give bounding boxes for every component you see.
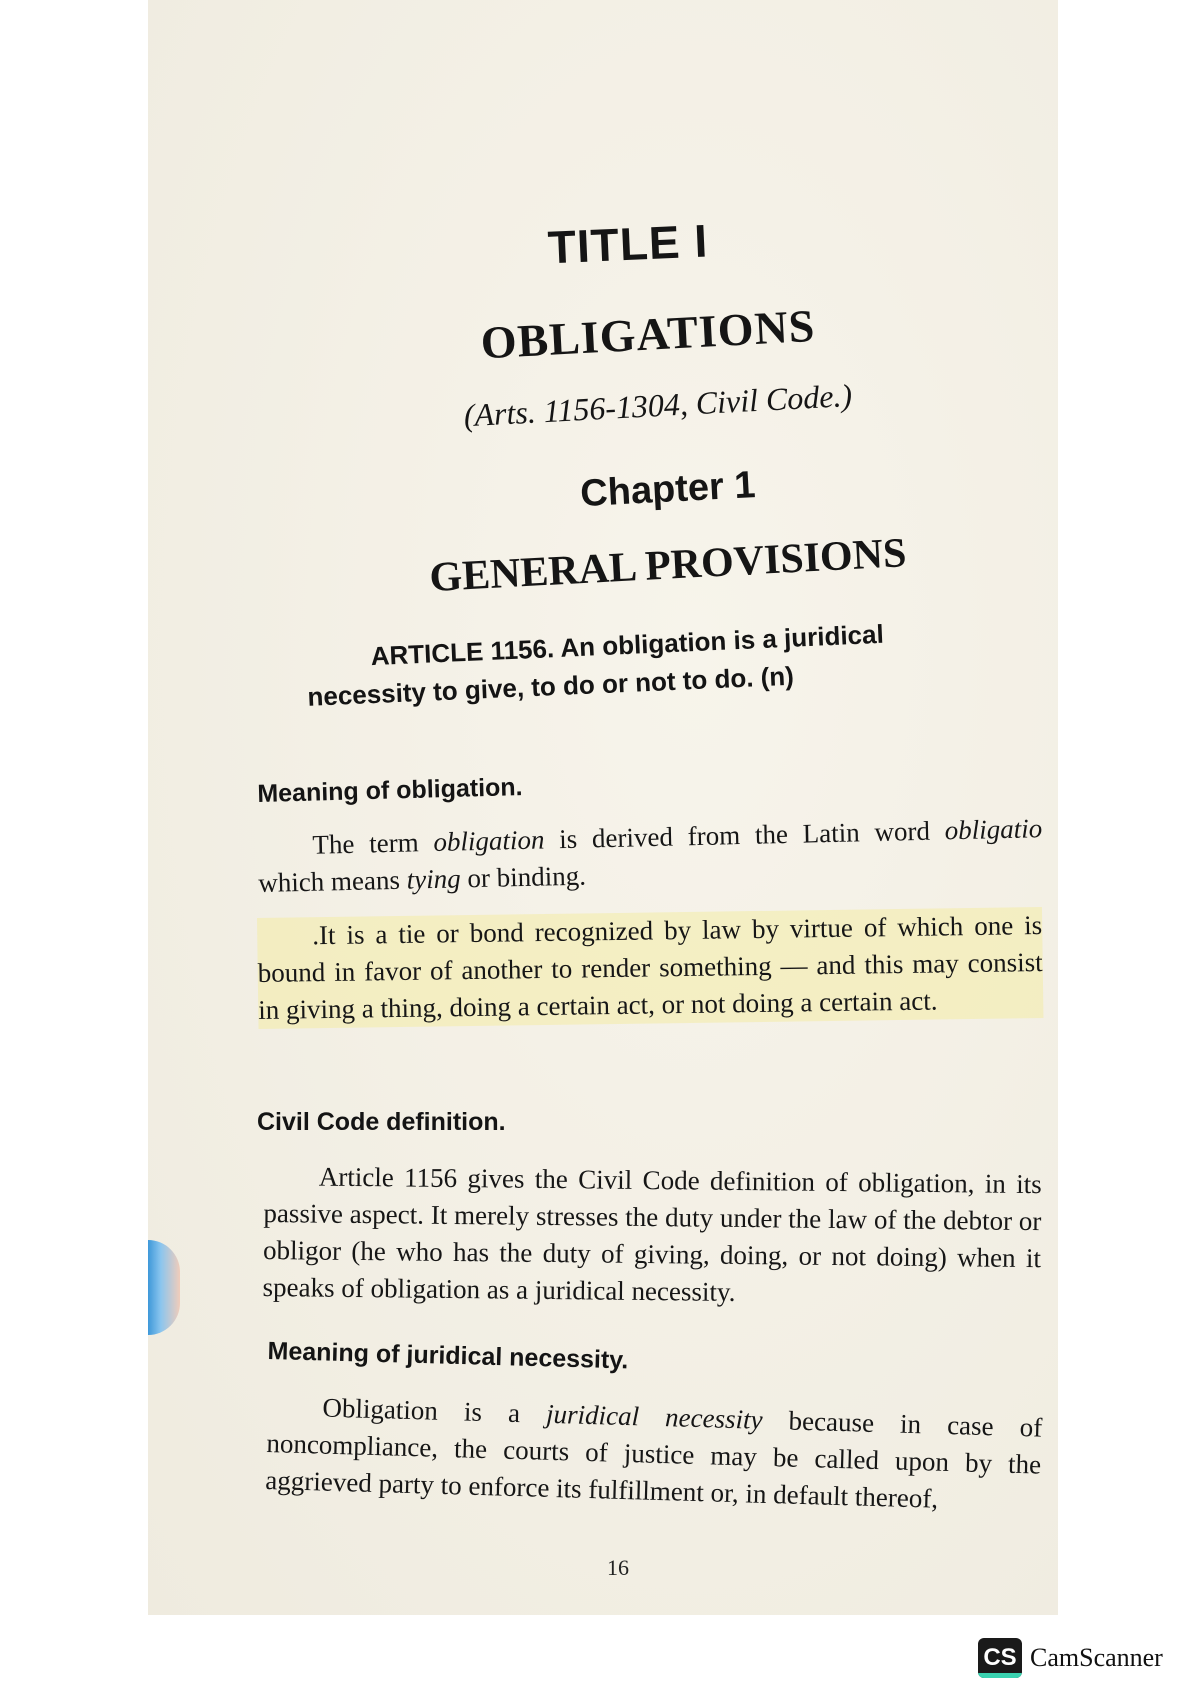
chapter-number: Chapter 1 <box>579 464 757 516</box>
text-run: Obligation is a <box>322 1392 547 1429</box>
text-run: is derived from the Latin word <box>544 815 946 855</box>
term-tying: tying <box>406 863 462 895</box>
meaning-of-obligation-heading: Meaning of obligation. <box>257 773 523 808</box>
camscanner-logo-icon: CS <box>978 1638 1022 1678</box>
article-line-2: necessity to give, to do or not to do. (n) <box>306 660 795 712</box>
juridical-necessity-heading: Meaning of juridical necessity. <box>267 1337 629 1375</box>
camscanner-brand: CamScanner <box>1030 1643 1163 1672</box>
juridical-paragraph <box>265 1388 1043 1521</box>
text-run: or binding. <box>460 860 587 894</box>
term-obligation: obligation <box>433 824 545 857</box>
title-subject: OBLIGATIONS <box>479 299 817 369</box>
latin-term: obligatio <box>944 813 1043 846</box>
text-run: The term <box>312 827 434 860</box>
text-run: because in case of noncompliance, the courts of justice may be called upon by the aggrieved party to enforce its fulfillment or, in default thereof, <box>265 1404 1043 1514</box>
civil-code-paragraph-text: Article 1156 gives the Civil Code definition of obligation, in its passive aspect. It merely stresses the duty under the law of the debtor or obligor (he who has the duty of giving, doing, or not doing) when it speaks of obligation as a juridical necessity. <box>262 1161 1042 1307</box>
chapter-title: GENERAL PROVISIONS <box>428 530 908 602</box>
text-run: which means <box>257 864 408 898</box>
articles-range: (Arts. 1156-1304, Civil Code.) <box>462 376 853 434</box>
article-line-1: ARTICLE 1156. An obligation is a juridical <box>370 618 885 672</box>
camscanner-watermark <box>978 1636 1163 1680</box>
civil-code-definition-heading: Civil Code definition. <box>257 1108 506 1136</box>
civil-code-paragraph <box>262 1158 1042 1314</box>
page-number: 16 <box>607 1555 629 1580</box>
meaning-paragraph-2-text: .It is a tie or bond recognized by law by virtue of which one is bound in favor of another to render something — and this may consist in giving a thing, doing a certain act, or not doing a certain act. <box>257 907 1043 1029</box>
title-number: TITLE I <box>546 214 710 274</box>
meaning-paragraph-2 <box>257 907 1043 1029</box>
term-juridical-necessity: juridical necessity <box>545 1398 764 1435</box>
